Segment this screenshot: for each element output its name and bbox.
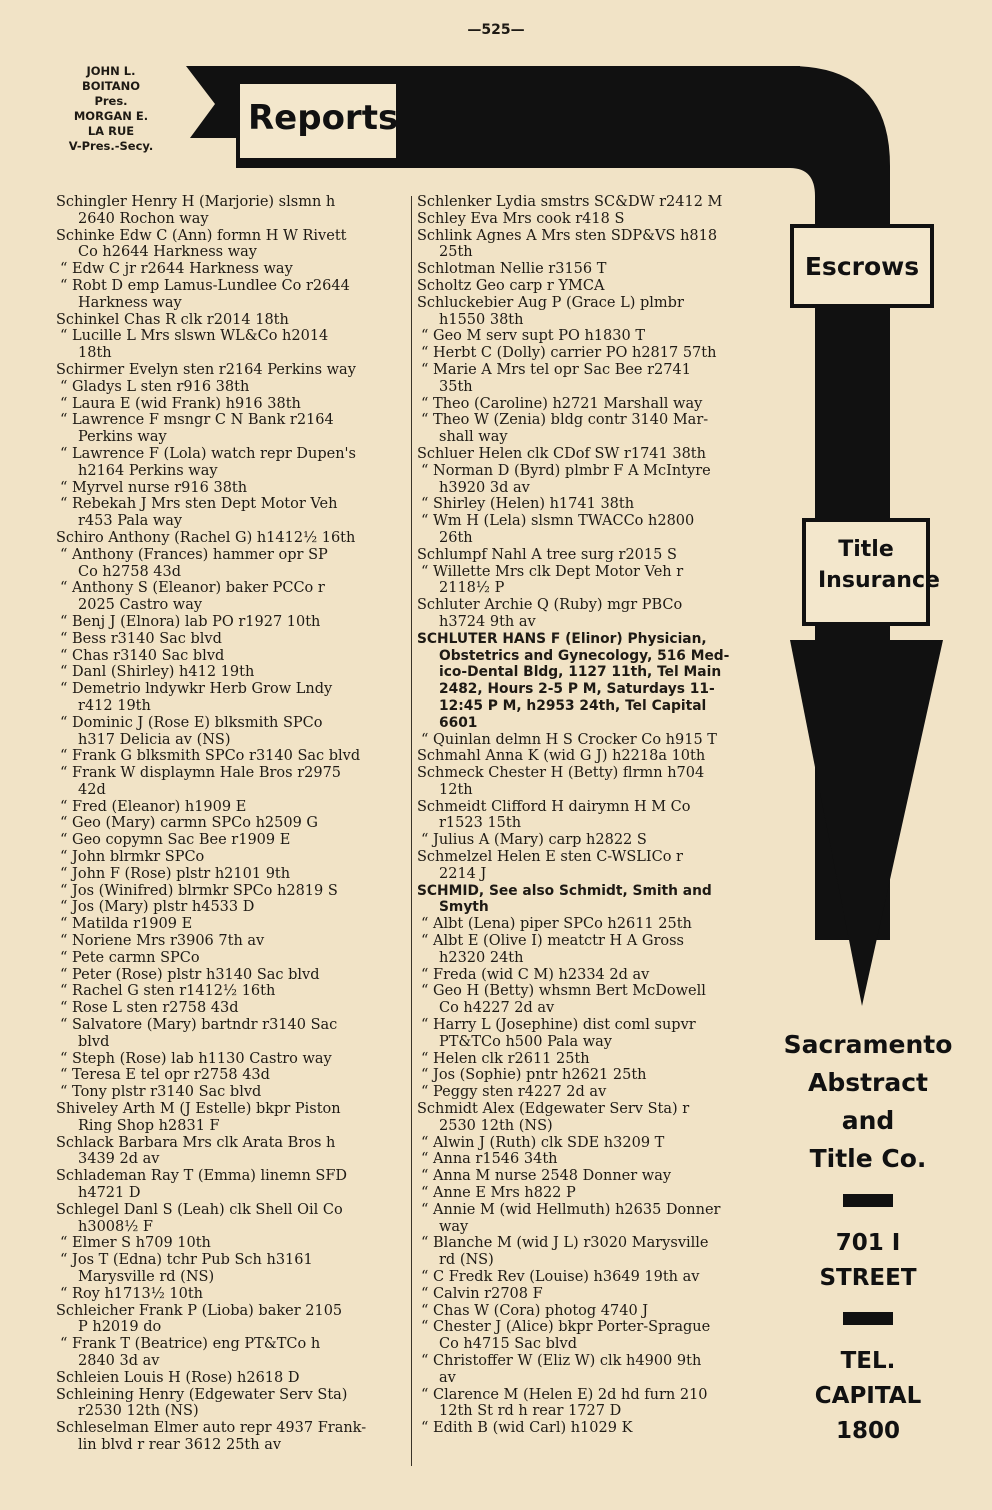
directory-entry xyxy=(56,1000,408,1017)
entry-continuation: Perkins way xyxy=(78,429,167,446)
entry-continuation: av xyxy=(439,1369,456,1386)
entry-line: “ Jos T (Edna) tchr Pub Sch h3161 xyxy=(60,1252,313,1269)
directory-entry xyxy=(417,1235,775,1269)
directory-entry xyxy=(417,496,775,513)
entry-line: Schmelzel Helen E sten C-WSLICo r xyxy=(417,849,683,866)
entry-line: “ Dominic J (Rose E) blksmith SPCo xyxy=(60,714,323,731)
entry-line: Schmahl Anna K (wid G J) h2218a 10th xyxy=(417,748,706,765)
entry-line: “ Theo W (Zenia) bldg contr 3140 Mar- xyxy=(421,412,709,429)
entry-line: “ Clarence M (Helen E) 2d hd furn 210 xyxy=(421,1386,708,1403)
directory-entry xyxy=(417,983,775,1017)
entry-line: “ Noriene Mrs r3906 7th av xyxy=(60,933,265,950)
directory-entry xyxy=(417,1420,775,1437)
entry-line: “ Robt D emp Lamus-Lundlee Co r2644 xyxy=(60,277,350,294)
directory-entry xyxy=(56,362,408,379)
directory-entry xyxy=(417,748,775,765)
directory-entry xyxy=(56,849,408,866)
directory-entry xyxy=(56,278,408,312)
entry-line: Schluckebier Aug P (Grace L) plmbr xyxy=(417,294,684,311)
directory-entry xyxy=(417,1017,775,1051)
entry-line: “ Jos (Sophie) pntr h2621 25th xyxy=(421,1067,647,1084)
directory-entry xyxy=(417,883,775,917)
entry-line: “ Pete carmn SPCo xyxy=(60,949,200,966)
directory-entry xyxy=(56,933,408,950)
directory-entry xyxy=(56,866,408,883)
entry-continuation: Ring Shop h2831 F xyxy=(78,1117,220,1134)
entry-line: “ Gladys L sten r916 38th xyxy=(60,378,250,395)
directory-entry xyxy=(417,1135,775,1152)
entry-continuation: blvd xyxy=(78,1033,110,1050)
entry-continuation: Harkness way xyxy=(78,294,182,311)
directory-entry xyxy=(56,1101,408,1135)
entry-continuation: 12:45 P M, h2953 24th, Tel Capital xyxy=(439,697,707,714)
directory-entry xyxy=(56,631,408,648)
entry-line: “ Matilda r1909 E xyxy=(60,916,193,933)
entry-line: “ Quinlan delmn H S Crocker Co h915 T xyxy=(421,731,717,748)
directory-entry xyxy=(56,899,408,916)
directory-entry xyxy=(56,1067,408,1084)
entry-line: “ Freda (wid C M) h2334 2d av xyxy=(421,966,650,983)
entry-line: “ Helen clk r2611 25th xyxy=(421,1050,590,1067)
entry-line: “ Rebekah J Mrs sten Dept Motor Veh xyxy=(60,496,338,513)
directory-entry xyxy=(417,362,775,396)
directory-entry xyxy=(417,597,775,631)
directory-entry xyxy=(56,1303,408,1337)
company-ad xyxy=(780,1026,956,1449)
directory-entry xyxy=(417,1303,775,1320)
directory-entry xyxy=(417,1101,775,1135)
directory-entry xyxy=(56,412,408,446)
directory-entry xyxy=(417,1387,775,1421)
officer-line: JOHN L. xyxy=(86,64,136,78)
title-insurance-label xyxy=(818,534,940,596)
entry-line: “ Calvin r2708 F xyxy=(421,1285,543,1302)
directory-entry xyxy=(56,1135,408,1169)
entry-line: “ Albt E (Olive I) meatctr H A Gross xyxy=(421,933,684,950)
phone-line: TEL. xyxy=(840,1348,896,1374)
entry-continuation: way xyxy=(439,1218,469,1235)
entry-line: “ Laura E (wid Frank) h916 38th xyxy=(60,395,301,412)
directory-entry xyxy=(56,261,408,278)
directory-entry xyxy=(417,933,775,967)
entry-line: SCHLUTER HANS F (Elinor) Physician, xyxy=(417,630,707,647)
directory-entry xyxy=(417,916,775,933)
directory-entry xyxy=(56,496,408,530)
entry-continuation: 6601 xyxy=(439,714,478,731)
directory-entry xyxy=(417,1269,775,1286)
entry-line: “ Elmer S h709 10th xyxy=(60,1235,211,1252)
entry-continuation: h3920 3d av xyxy=(439,479,530,496)
directory-entry xyxy=(56,815,408,832)
directory-entry xyxy=(56,396,408,413)
directory-column-left xyxy=(56,194,408,1454)
directory-entry xyxy=(417,278,775,295)
directory-entry xyxy=(417,1151,775,1168)
entry-line: “ Geo M serv supt PO h1830 T xyxy=(421,328,646,345)
entry-line: Schlenker Lydia smstrs SC&DW r2412 M xyxy=(417,194,723,210)
entry-line: “ Alwin J (Ruth) clk SDE h3209 T xyxy=(421,1134,665,1151)
entry-continuation: Co h2758 43d xyxy=(78,563,182,580)
directory-entry xyxy=(56,530,408,547)
entry-line: Schley Eva Mrs cook r418 S xyxy=(417,210,625,227)
entry-line: “ Fred (Eleanor) h1909 E xyxy=(60,798,247,815)
entry-line: “ C Fredk Rev (Louise) h3649 19th av xyxy=(421,1269,700,1285)
entry-line: “ Blanche M (wid J L) r3020 Marysville xyxy=(421,1235,709,1252)
reports-label: Reports xyxy=(248,98,399,138)
entry-continuation: r453 Pala way xyxy=(78,513,183,530)
entry-continuation: 42d xyxy=(78,781,106,798)
entry-line: Schmidt Alex (Edgewater Serv Sta) r xyxy=(417,1101,690,1118)
title-insurance-line: Title xyxy=(838,537,894,562)
entry-continuation: 35th xyxy=(439,378,473,395)
entry-continuation: Co h2644 Harkness way xyxy=(78,244,257,261)
directory-entry xyxy=(417,513,775,547)
directory-entry xyxy=(56,664,408,681)
company-name-line: and xyxy=(841,1106,895,1135)
entry-continuation: P h2019 do xyxy=(78,1319,162,1336)
directory-entry xyxy=(417,1084,775,1101)
entry-line: “ Julius A (Mary) carp h2822 S xyxy=(421,832,647,849)
entry-continuation: 18th xyxy=(78,345,112,362)
entry-line: “ Harry L (Josephine) dist coml supvr xyxy=(421,1017,696,1034)
entry-line: “ Bess r3140 Sac blvd xyxy=(60,630,222,647)
entry-continuation: 2214 J xyxy=(439,865,487,882)
entry-line: “ John blrmkr SPCo xyxy=(60,849,205,866)
directory-entry xyxy=(417,1051,775,1068)
entry-line: “ Teresa E tel opr r2758 43d xyxy=(60,1067,270,1084)
directory-entry xyxy=(417,345,775,362)
directory-entry xyxy=(56,748,408,765)
entry-continuation: Smyth xyxy=(439,899,489,916)
entry-line: Schluter Archie Q (Ruby) mgr PBCo xyxy=(417,597,683,614)
directory-column-right xyxy=(417,194,775,1437)
directory-entry xyxy=(56,446,408,480)
entry-line: “ Edith B (wid Carl) h1029 K xyxy=(421,1420,633,1437)
entry-line: Schmeck Chester H (Betty) flrmn h704 xyxy=(417,765,705,782)
entry-line: Schiro Anthony (Rachel G) h1412½ 16th xyxy=(56,529,356,546)
directory-entry xyxy=(56,715,408,749)
directory-entry xyxy=(56,983,408,1000)
entry-line: Schleien Louis H (Rose) h2618 D xyxy=(56,1369,300,1386)
entry-line: “ Jos (Winifred) blrmkr SPCo h2819 S xyxy=(60,882,338,899)
directory-entry xyxy=(417,328,775,345)
directory-entry xyxy=(56,765,408,799)
entry-line: “ Theo (Caroline) h2721 Marshall way xyxy=(421,395,703,412)
escrows-label: Escrows xyxy=(804,252,920,281)
entry-line: “ Marie A Mrs tel opr Sac Bee r2741 xyxy=(421,361,691,378)
entry-line: “ Frank W displaymn Hale Bros r2975 xyxy=(60,765,342,782)
entry-continuation: 2025 Castro way xyxy=(78,597,203,614)
company-name-line: Sacramento xyxy=(783,1030,953,1059)
entry-line: “ Roy h1713½ 10th xyxy=(60,1285,203,1302)
directory-entry xyxy=(56,883,408,900)
directory-entry xyxy=(417,631,775,732)
entry-line: Schleselman Elmer auto repr 4937 Frank- xyxy=(56,1420,367,1437)
entry-continuation: r412 19th xyxy=(78,697,151,714)
entry-line: “ Geo copymn Sac Bee r1909 E xyxy=(60,832,291,849)
directory-entry xyxy=(56,1420,408,1454)
entry-line: “ Christoffer W (Eliz W) clk h4900 9th xyxy=(421,1352,702,1369)
entry-line: Schlademan Ray T (Emma) linemn SFD xyxy=(56,1168,348,1185)
entry-line: “ Geo (Mary) carmn SPCo h2509 G xyxy=(60,815,319,832)
entry-line: Schlack Barbara Mrs clk Arata Bros h xyxy=(56,1134,336,1151)
directory-entry xyxy=(417,799,775,833)
address-line: 701 I xyxy=(835,1230,901,1256)
entry-line: Schleining Henry (Edgewater Serv Sta) xyxy=(56,1386,348,1403)
entry-continuation: ico-Dental Bldg, 1127 11th, Tel Main xyxy=(439,664,722,681)
directory-entry xyxy=(56,614,408,631)
directory-entry xyxy=(417,849,775,883)
entry-line: Shiveley Arth M (J Estelle) bkpr Piston xyxy=(56,1101,341,1118)
directory-entry xyxy=(56,1387,408,1421)
divider-dash xyxy=(843,1312,893,1325)
entry-line: Schlumpf Nahl A tree surg r2015 S xyxy=(417,546,677,563)
directory-entry xyxy=(56,681,408,715)
directory-entry xyxy=(417,1202,775,1236)
entry-continuation: h4721 D xyxy=(78,1185,141,1202)
phone-line: CAPITAL xyxy=(814,1383,922,1409)
entry-line: “ Anthony (Frances) hammer opr SP xyxy=(60,546,328,563)
title-insurance-line: Insurance xyxy=(818,568,940,593)
entry-line: “ Chester J (Alice) bkpr Porter-Sprague xyxy=(421,1319,711,1336)
company-name-line: Abstract xyxy=(807,1068,929,1097)
directory-entry xyxy=(417,547,775,564)
entry-continuation: h2164 Perkins way xyxy=(78,462,218,479)
directory-entry xyxy=(56,580,408,614)
directory-entry xyxy=(417,832,775,849)
entry-line: “ Norman D (Byrd) plmbr F A McIntyre xyxy=(421,462,711,479)
directory-entry xyxy=(56,1286,408,1303)
entry-line: “ Demetrio lndywkr Herb Grow Lndy xyxy=(60,681,333,698)
page-number: —525— xyxy=(467,22,525,38)
column-rule xyxy=(411,196,412,1466)
entry-line: “ Danl (Shirley) h412 19th xyxy=(60,664,255,681)
directory-entry xyxy=(417,765,775,799)
entry-line: “ Salvatore (Mary) bartndr r3140 Sac xyxy=(60,1017,338,1034)
entry-continuation: r2530 12th (NS) xyxy=(78,1403,199,1420)
entry-line: Schinkel Chas R clk r2014 18th xyxy=(56,311,289,328)
entry-line: “ Albt (Lena) piper SPCo h2611 25th xyxy=(421,916,692,933)
entry-continuation: Marysville rd (NS) xyxy=(78,1269,215,1285)
officer-line: MORGAN E. xyxy=(73,109,149,123)
entry-line: “ Wm H (Lela) slsmn TWACCo h2800 xyxy=(421,513,695,530)
entry-continuation: Co h4227 2d av xyxy=(439,1000,555,1017)
entry-line: “ John F (Rose) plstr h2101 9th xyxy=(60,865,291,882)
directory-entry xyxy=(417,261,775,278)
entry-continuation: 2118½ P xyxy=(439,580,505,597)
entry-line: Schleicher Frank P (Lioba) baker 2105 xyxy=(56,1302,343,1319)
entry-continuation: h2320 24th xyxy=(439,949,524,966)
officer-line: LA RUE xyxy=(87,124,135,138)
entry-continuation: 25th xyxy=(439,244,473,261)
entry-line: “ Benj J (Elnora) lab PO r1927 10th xyxy=(60,613,321,630)
entry-continuation: PT&TCo h500 Pala way xyxy=(439,1033,612,1050)
directory-entry xyxy=(417,463,775,497)
directory-entry xyxy=(417,564,775,598)
entry-continuation: 3439 2d av xyxy=(78,1151,160,1168)
directory-entry xyxy=(417,732,775,749)
entry-line: “ Lucille L Mrs slswn WL&Co h2014 xyxy=(60,328,329,345)
entry-line: SCHMID, See also Schmidt, Smith and xyxy=(417,882,712,899)
directory-entry xyxy=(56,312,408,329)
directory-entry xyxy=(56,916,408,933)
entry-continuation: h3724 9th av xyxy=(439,613,536,630)
directory-entry xyxy=(56,547,408,581)
directory-entry xyxy=(56,967,408,984)
entry-line: “ Anna r1546 34th xyxy=(421,1151,558,1168)
entry-line: “ Peggy sten r4227 2d av xyxy=(421,1084,607,1101)
entry-line: “ Rachel G sten r1412½ 16th xyxy=(60,983,276,1000)
directory-entry xyxy=(56,799,408,816)
directory-entry xyxy=(56,648,408,665)
directory-entry xyxy=(417,194,775,211)
directory-entry xyxy=(417,1319,775,1353)
entry-line: Schingler Henry H (Marjorie) slsmn h xyxy=(56,194,336,210)
officer-line: V-Pres.-Secy. xyxy=(68,139,154,153)
entry-line: “ Edw C jr r2644 Harkness way xyxy=(60,261,293,278)
entry-continuation: 2482, Hours 2-5 P M, Saturdays 11- xyxy=(439,681,715,698)
entry-line: Schluer Helen clk CDof SW r1741 38th xyxy=(417,445,706,462)
directory-entry xyxy=(56,379,408,396)
entry-continuation: 26th xyxy=(439,529,473,546)
directory-entry xyxy=(56,228,408,262)
entry-line: Scholtz Geo carp r YMCA xyxy=(417,277,605,294)
directory-entry xyxy=(417,295,775,329)
entry-line: “ Anna M nurse 2548 Donner way xyxy=(421,1168,672,1185)
entry-continuation: lin blvd r rear 3612 25th av xyxy=(78,1436,282,1453)
directory-entry xyxy=(417,1353,775,1387)
directory-entry xyxy=(417,1168,775,1185)
entry-line: “ Lawrence F msngr C N Bank r2164 xyxy=(60,412,334,429)
address-line: STREET xyxy=(819,1265,917,1291)
entry-line: “ Peter (Rose) plstr h3140 Sac blvd xyxy=(60,966,320,983)
entry-line: “ Shirley (Helen) h1741 38th xyxy=(421,496,635,513)
directory-entry xyxy=(417,211,775,228)
company-name-line: Title Co. xyxy=(809,1144,927,1173)
entry-line: Schlotman Nellie r3156 T xyxy=(417,261,607,278)
entry-line: “ Jos (Mary) plstr h4533 D xyxy=(60,899,255,916)
directory-entry xyxy=(56,1252,408,1286)
entry-continuation: 2840 3d av xyxy=(78,1352,160,1369)
entry-line: “ Chas r3140 Sac blvd xyxy=(60,647,225,664)
entry-continuation: h3008½ F xyxy=(78,1218,153,1235)
entry-line: “ Frank T (Beatrice) eng PT&TCo h xyxy=(60,1336,321,1353)
directory-entry xyxy=(56,328,408,362)
directory-entry xyxy=(56,1084,408,1101)
entry-line: “ Rose L sten r2758 43d xyxy=(60,1000,239,1017)
officer-line: BOITANO xyxy=(81,79,141,93)
entry-continuation: Obstetrics and Gynecology, 516 Med- xyxy=(439,647,730,664)
entry-continuation: 12th xyxy=(439,781,473,798)
entry-line: Schmeidt Clifford H dairymn H M Co xyxy=(417,798,691,815)
directory-entry xyxy=(56,832,408,849)
entry-line: “ Willette Mrs clk Dept Motor Veh r xyxy=(421,563,684,580)
directory-entry xyxy=(56,1051,408,1068)
entry-line: “ Frank G blksmith SPCo r3140 Sac blvd xyxy=(60,748,361,765)
entry-continuation: 2530 12th (NS) xyxy=(439,1117,553,1134)
directory-entry xyxy=(417,1067,775,1084)
entry-continuation: shall way xyxy=(439,429,508,446)
entry-continuation: Co h4715 Sac blvd xyxy=(439,1336,577,1353)
entry-line: Schirmer Evelyn sten r2164 Perkins way xyxy=(56,361,356,378)
directory-entry xyxy=(56,480,408,497)
entry-continuation: r1523 15th xyxy=(439,815,522,832)
officer-line: Pres. xyxy=(94,94,128,108)
entry-continuation: rd (NS) xyxy=(439,1252,494,1269)
entry-line: “ Chas W (Cora) photog 4740 J xyxy=(421,1302,649,1319)
directory-entry xyxy=(56,950,408,967)
directory-entry xyxy=(417,446,775,463)
directory-entry xyxy=(56,194,408,228)
entry-line: “ Herbt C (Dolly) carrier PO h2817 57th xyxy=(421,345,717,362)
entry-line: “ Geo H (Betty) whsmn Bert McDowell xyxy=(421,983,706,1000)
directory-entry xyxy=(56,1235,408,1252)
entry-line: “ Anne E Mrs h822 P xyxy=(421,1185,576,1202)
entry-line: Schlegel Danl S (Leah) clk Shell Oil Co xyxy=(56,1201,343,1218)
directory-entry xyxy=(56,1168,408,1202)
directory-entry xyxy=(56,1017,408,1051)
entry-line: “ Lawrence F (Lola) watch repr Dupen's xyxy=(60,445,356,462)
entry-continuation: h1550 38th xyxy=(439,311,524,328)
entry-continuation: 2640 Rochon way xyxy=(78,210,209,227)
entry-line: “ Annie M (wid Hellmuth) h2635 Donner xyxy=(421,1201,721,1218)
entry-line: “ Tony plstr r3140 Sac blvd xyxy=(60,1084,262,1101)
entry-continuation: 12th St rd h rear 1727 D xyxy=(439,1403,622,1420)
entry-continuation: h317 Delicia av (NS) xyxy=(78,731,231,748)
directory-entry xyxy=(417,412,775,446)
phone-line: 1800 xyxy=(835,1418,900,1444)
entry-line: Schinke Edw C (Ann) formn H W Rivett xyxy=(56,227,347,244)
divider-dash xyxy=(843,1194,893,1207)
directory-entry xyxy=(56,1370,408,1387)
directory-entry xyxy=(417,967,775,984)
entry-line: “ Anthony S (Eleanor) baker PCCo r xyxy=(60,580,325,597)
arrow-head xyxy=(790,640,943,1006)
directory-entry xyxy=(417,228,775,262)
directory-entry xyxy=(417,396,775,413)
directory-entry xyxy=(56,1336,408,1370)
directory-entry xyxy=(56,1202,408,1236)
entry-line: “ Steph (Rose) lab h1130 Castro way xyxy=(60,1050,332,1067)
directory-entry xyxy=(417,1286,775,1303)
entry-line: “ Myrvel nurse r916 38th xyxy=(60,479,248,496)
directory-entry xyxy=(417,1185,775,1202)
entry-line: Schlink Agnes A Mrs sten SDP&VS h818 xyxy=(417,227,718,244)
